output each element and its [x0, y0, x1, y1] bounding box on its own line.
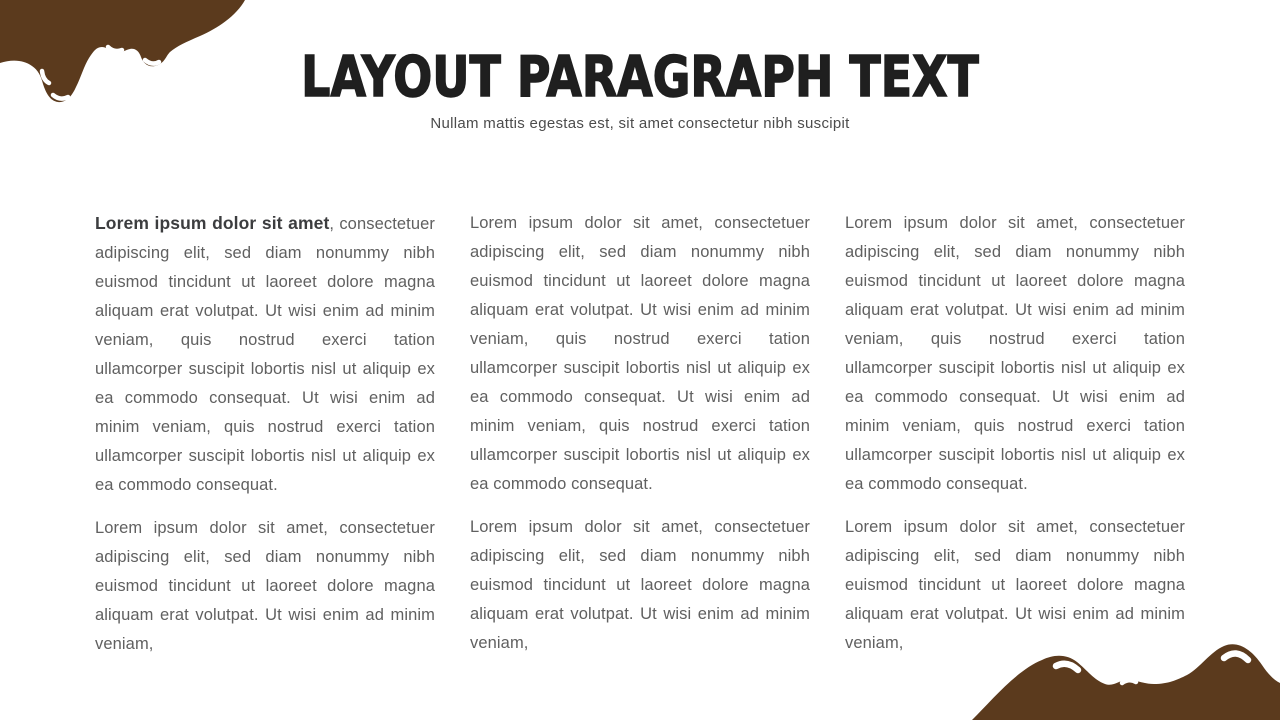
text-column-3 — [845, 209, 1185, 673]
lead-bold-text: Lorem ipsum dolor sit amet — [95, 213, 330, 233]
paragraph-text: , consectetuer adipiscing elit, sed diam nonummy nibh euismod tincidunt ut laoreet dolore magna aliquam erat volutpat. Ut wisi enim ad minim veniam, quis nostrud exerci tation ullamcorper suscipit lobortis nisl ut aliquip ex ea commodo consequat. Ut wisi enim ad minim veniam, quis nostrud exerci tation ullamcorper suscipit lobortis nisl ut aliquip ex ea commodo consequat. — [95, 215, 435, 494]
paragraph: Lorem ipsum dolor sit amet, consectetuer adipiscing elit, sed diam nonummy nibh euismod tincidunt ut laoreet dolore magna aliquam erat volutpat. Ut wisi enim ad minim veniam, — [95, 519, 435, 653]
page-title: LAYOUT PARAGRAPH TEXT — [301, 45, 979, 110]
text-columns — [95, 209, 1185, 673]
hill-highlight — [1224, 653, 1248, 660]
text-column-1 — [95, 209, 435, 673]
text-column-2 — [470, 209, 810, 673]
page-subtitle: Nullam mattis egestas est, sit amet consectetur nibh suscipit — [430, 115, 850, 132]
paragraph: Lorem ipsum dolor sit amet, consectetuer adipiscing elit, sed diam nonummy nibh euismod tincidunt ut laoreet dolore magna aliquam erat volutpat. Ut wisi enim ad minim veniam, — [845, 518, 1185, 652]
paragraph: Lorem ipsum dolor sit amet, consectetuer adipiscing elit, sed diam nonummy nibh euismod tincidunt ut laoreet dolore magna aliquam erat volutpat. Ut wisi enim ad minim veniam, — [470, 518, 810, 652]
paragraph: Lorem ipsum dolor sit amet, consectetuer adipiscing elit, sed diam nonummy nibh euismod tincidunt ut laoreet dolore magna aliquam erat volutpat. Ut wisi enim ad minim veniam, quis nostrud exerci tation ullamcorper suscipit lobortis nisl ut aliquip ex ea commodo consequat. Ut wisi enim ad minim veniam, quis nostrud exerci tation ullamcorper suscipit lobortis nisl ut aliquip ex ea commodo consequat. — [470, 214, 810, 493]
paragraph — [95, 209, 435, 500]
hill-highlight — [1122, 680, 1136, 683]
slide-header — [0, 45, 1280, 132]
paragraph: Lorem ipsum dolor sit amet, consectetuer adipiscing elit, sed diam nonummy nibh euismod tincidunt ut laoreet dolore magna aliquam erat volutpat. Ut wisi enim ad minim veniam, quis nostrud exerci tation ullamcorper suscipit lobortis nisl ut aliquip ex ea commodo consequat. Ut wisi enim ad minim veniam, quis nostrud exerci tation ullamcorper suscipit lobortis nisl ut aliquip ex ea commodo consequat. — [845, 214, 1185, 493]
